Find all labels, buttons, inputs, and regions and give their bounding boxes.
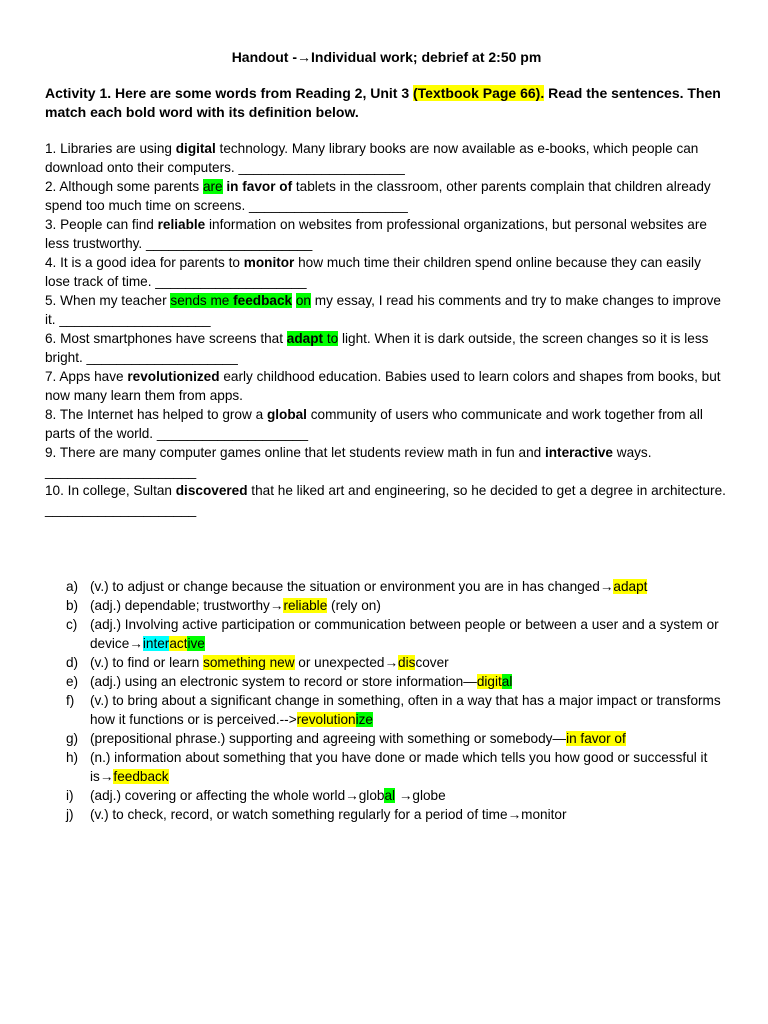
question-4: [45, 253, 728, 291]
def-b-tail: (rely on): [327, 598, 381, 613]
q1-text-c: technology. Many library books are now available as e-books, which people can download onto their computers. ______________________: [45, 141, 699, 175]
definition-text: [90, 672, 726, 691]
q5-highlight: [170, 293, 292, 308]
q9-bold-word: interactive: [544, 445, 613, 460]
q10-bold-word: discovered: [175, 483, 248, 498]
q9-text-a: 9. There are many computer games online that let students review math in fun and: [45, 445, 545, 460]
def-j-answer: monitor: [521, 807, 567, 822]
right-arrow-icon: →: [297, 49, 312, 65]
right-arrow-icon: →: [269, 598, 284, 613]
definition-b: [66, 596, 726, 615]
q7-text-a: 7. Apps have: [45, 369, 128, 384]
definition-letter: a): [66, 579, 79, 594]
q4-text-a: 4. It is a good idea for parents to: [45, 255, 244, 270]
definition-letter: g): [66, 731, 79, 746]
handout-title: [45, 47, 728, 67]
definition-c: [66, 615, 726, 653]
def-d-highlight: something new: [203, 655, 295, 670]
title-prefix: Handout -: [231, 49, 298, 65]
question-9: [45, 443, 728, 481]
definition-text: [90, 729, 726, 748]
definition-text: [90, 653, 726, 672]
definition-text: [90, 577, 726, 596]
def-e-answer-part1: digit: [476, 674, 502, 689]
q3-text-a: 3. People can find: [45, 217, 158, 232]
definition-text: [90, 691, 726, 729]
q6-text-c: light. When it is dark outside, the screen changes so it is less bright. ____________________: [45, 331, 709, 365]
def-h-text: (n.) information about something that you have done or made which tells you how good or successful it is: [90, 750, 708, 784]
q8-text-c: community of users who communicate and work together from all parts of the world. ____________________: [45, 407, 703, 441]
q2-text-a: 2. Although some parents: [45, 179, 203, 194]
q5-text-c: my essay, I read his comments and try to make changes to improve it. ____________________: [45, 293, 721, 327]
def-i-answer-prefix: glob: [358, 788, 385, 803]
q7-bold-word: revolutionized: [127, 369, 220, 384]
definition-h: [66, 748, 726, 786]
definition-g: [66, 729, 726, 748]
def-g-answer: in favor of: [566, 731, 626, 746]
q4-bold-word: monitor: [243, 255, 295, 270]
definition-text: [90, 786, 726, 805]
right-arrow-icon: →: [395, 788, 413, 803]
q2-bold-word: in favor of: [226, 179, 293, 194]
q5-highlight-text: sends me: [170, 293, 234, 308]
activity-instructions: [45, 84, 728, 122]
definition-letter: h): [66, 750, 79, 765]
definition-text: [90, 596, 726, 615]
q2-text-c: tablets in the classroom, other parents complain that children already spend too much time on screens. _____________________: [45, 179, 711, 213]
question-3: [45, 215, 728, 253]
definition-letter: c): [66, 617, 78, 632]
question-5: [45, 291, 728, 329]
def-j-text: (v.) to check, record, or watch something regularly for a period of time: [90, 807, 508, 822]
def-c-answer-part1: inter: [142, 636, 170, 651]
q5-text-a: 5. When my teacher: [45, 293, 171, 308]
def-c-answer-part3: ive: [187, 636, 205, 651]
definition-letter: j): [66, 807, 74, 822]
def-d-mid: or unexpected: [294, 655, 385, 670]
definition-j: [66, 805, 726, 824]
def-d-text: (v.) to find or learn: [90, 655, 204, 670]
def-f-text: (v.) to bring about a significant change in something, often in a way that has a major impact or transforms how it functions or is perceived.-->: [90, 693, 721, 727]
def-i-root: globe: [412, 788, 446, 803]
q6-bold-word: adapt: [286, 331, 324, 346]
definition-letter: d): [66, 655, 79, 670]
def-g-text: (prepositional phrase.) supporting and agreeing with something or somebody—: [90, 731, 567, 746]
def-f-answer-part2: ize: [355, 712, 373, 727]
q1-text-a: 1. Libraries are using: [45, 141, 176, 156]
def-d-answer-prefix: dis: [398, 655, 416, 670]
q6-highlight: [287, 331, 338, 346]
def-h-answer: feedback: [113, 769, 169, 784]
def-i-text: (adj.) covering or affecting the whole world: [90, 788, 346, 803]
def-b-answer: reliable: [283, 598, 328, 613]
right-arrow-icon: →: [599, 579, 614, 594]
q9-text-c: ways. ____________________: [45, 445, 652, 479]
def-f-answer-part1: revolution: [296, 712, 356, 727]
definition-letter: b): [66, 598, 79, 613]
title-text: Individual work; debrief at 2:50 pm: [311, 49, 542, 65]
textbook-page-highlight: (Textbook Page 66).: [413, 85, 545, 101]
def-c-answer-part2: act: [169, 636, 188, 651]
q5-bold-word: feedback: [233, 293, 293, 308]
question-list: [45, 139, 728, 519]
definition-d: [66, 653, 726, 672]
def-a-text: (v.) to adjust or change because the situation or environment you are in has changed: [90, 579, 600, 594]
activity-rest: Read the sentences. Then match each bold word with its definition below.: [45, 85, 721, 120]
definition-e: [66, 672, 726, 691]
q6-text-a: 6. Most smartphones have screens that: [45, 331, 287, 346]
question-6: [45, 329, 728, 367]
right-arrow-icon: →: [129, 636, 143, 651]
def-e-answer-part2: al: [501, 674, 513, 689]
definition-f: [66, 691, 726, 729]
activity-intro: Activity 1. Here are some words from Reading 2, Unit 3: [45, 85, 413, 101]
definition-text: [90, 748, 726, 786]
definition-i: [66, 786, 726, 805]
definition-letter: e): [66, 674, 79, 689]
q4-text-c: how much time their children spend online because they can easily lose track of time. ____________________: [45, 255, 701, 289]
definition-text: [90, 805, 726, 824]
definition-text: [90, 615, 726, 653]
def-d-answer-rest: cover: [415, 655, 449, 670]
def-e-text: (adj.) using an electronic system to record or store information—: [90, 674, 477, 689]
question-2: [45, 177, 728, 215]
question-7: [45, 367, 728, 405]
question-1: [45, 139, 728, 177]
q3-bold-word: reliable: [157, 217, 206, 232]
def-a-answer: adapt: [613, 579, 648, 594]
definition-list: [66, 577, 726, 824]
right-arrow-icon: →: [345, 788, 359, 803]
q7-text-c: early childhood education. Babies used to learn colors and shapes from books, but now many learn them from apps.: [45, 369, 721, 403]
q3-text-c: information on websites from professional organizations, but personal websites are less trustworthy. ______________________: [45, 217, 707, 251]
q10-text-a: 10. In college, Sultan: [45, 483, 176, 498]
right-arrow-icon: →: [99, 769, 114, 784]
definition-letter: f): [66, 693, 75, 708]
def-c-text: (adj.) Involving active participation or communication between people or between a user and a system or device: [90, 617, 719, 651]
q8-bold-word: global: [266, 407, 307, 422]
q8-text-a: 8. The Internet has helped to grow a: [45, 407, 267, 422]
definition-a: [66, 577, 726, 596]
q5-highlight-on: on: [295, 293, 311, 308]
question-8: [45, 405, 728, 443]
definition-letter: i): [66, 788, 74, 803]
right-arrow-icon: →: [507, 807, 522, 822]
question-10: [45, 481, 728, 519]
q10-text-c: that he liked art and engineering, so he decided to get a degree in architecture. ____________________: [45, 483, 726, 517]
q1-bold-word: digital: [175, 141, 216, 156]
q2-highlight: are: [202, 179, 223, 194]
def-b-text: (adj.) dependable; trustworthy: [90, 598, 270, 613]
right-arrow-icon: →: [384, 655, 399, 670]
def-i-answer-suffix: al: [384, 788, 396, 803]
q6-highlight-to: to: [323, 331, 339, 346]
